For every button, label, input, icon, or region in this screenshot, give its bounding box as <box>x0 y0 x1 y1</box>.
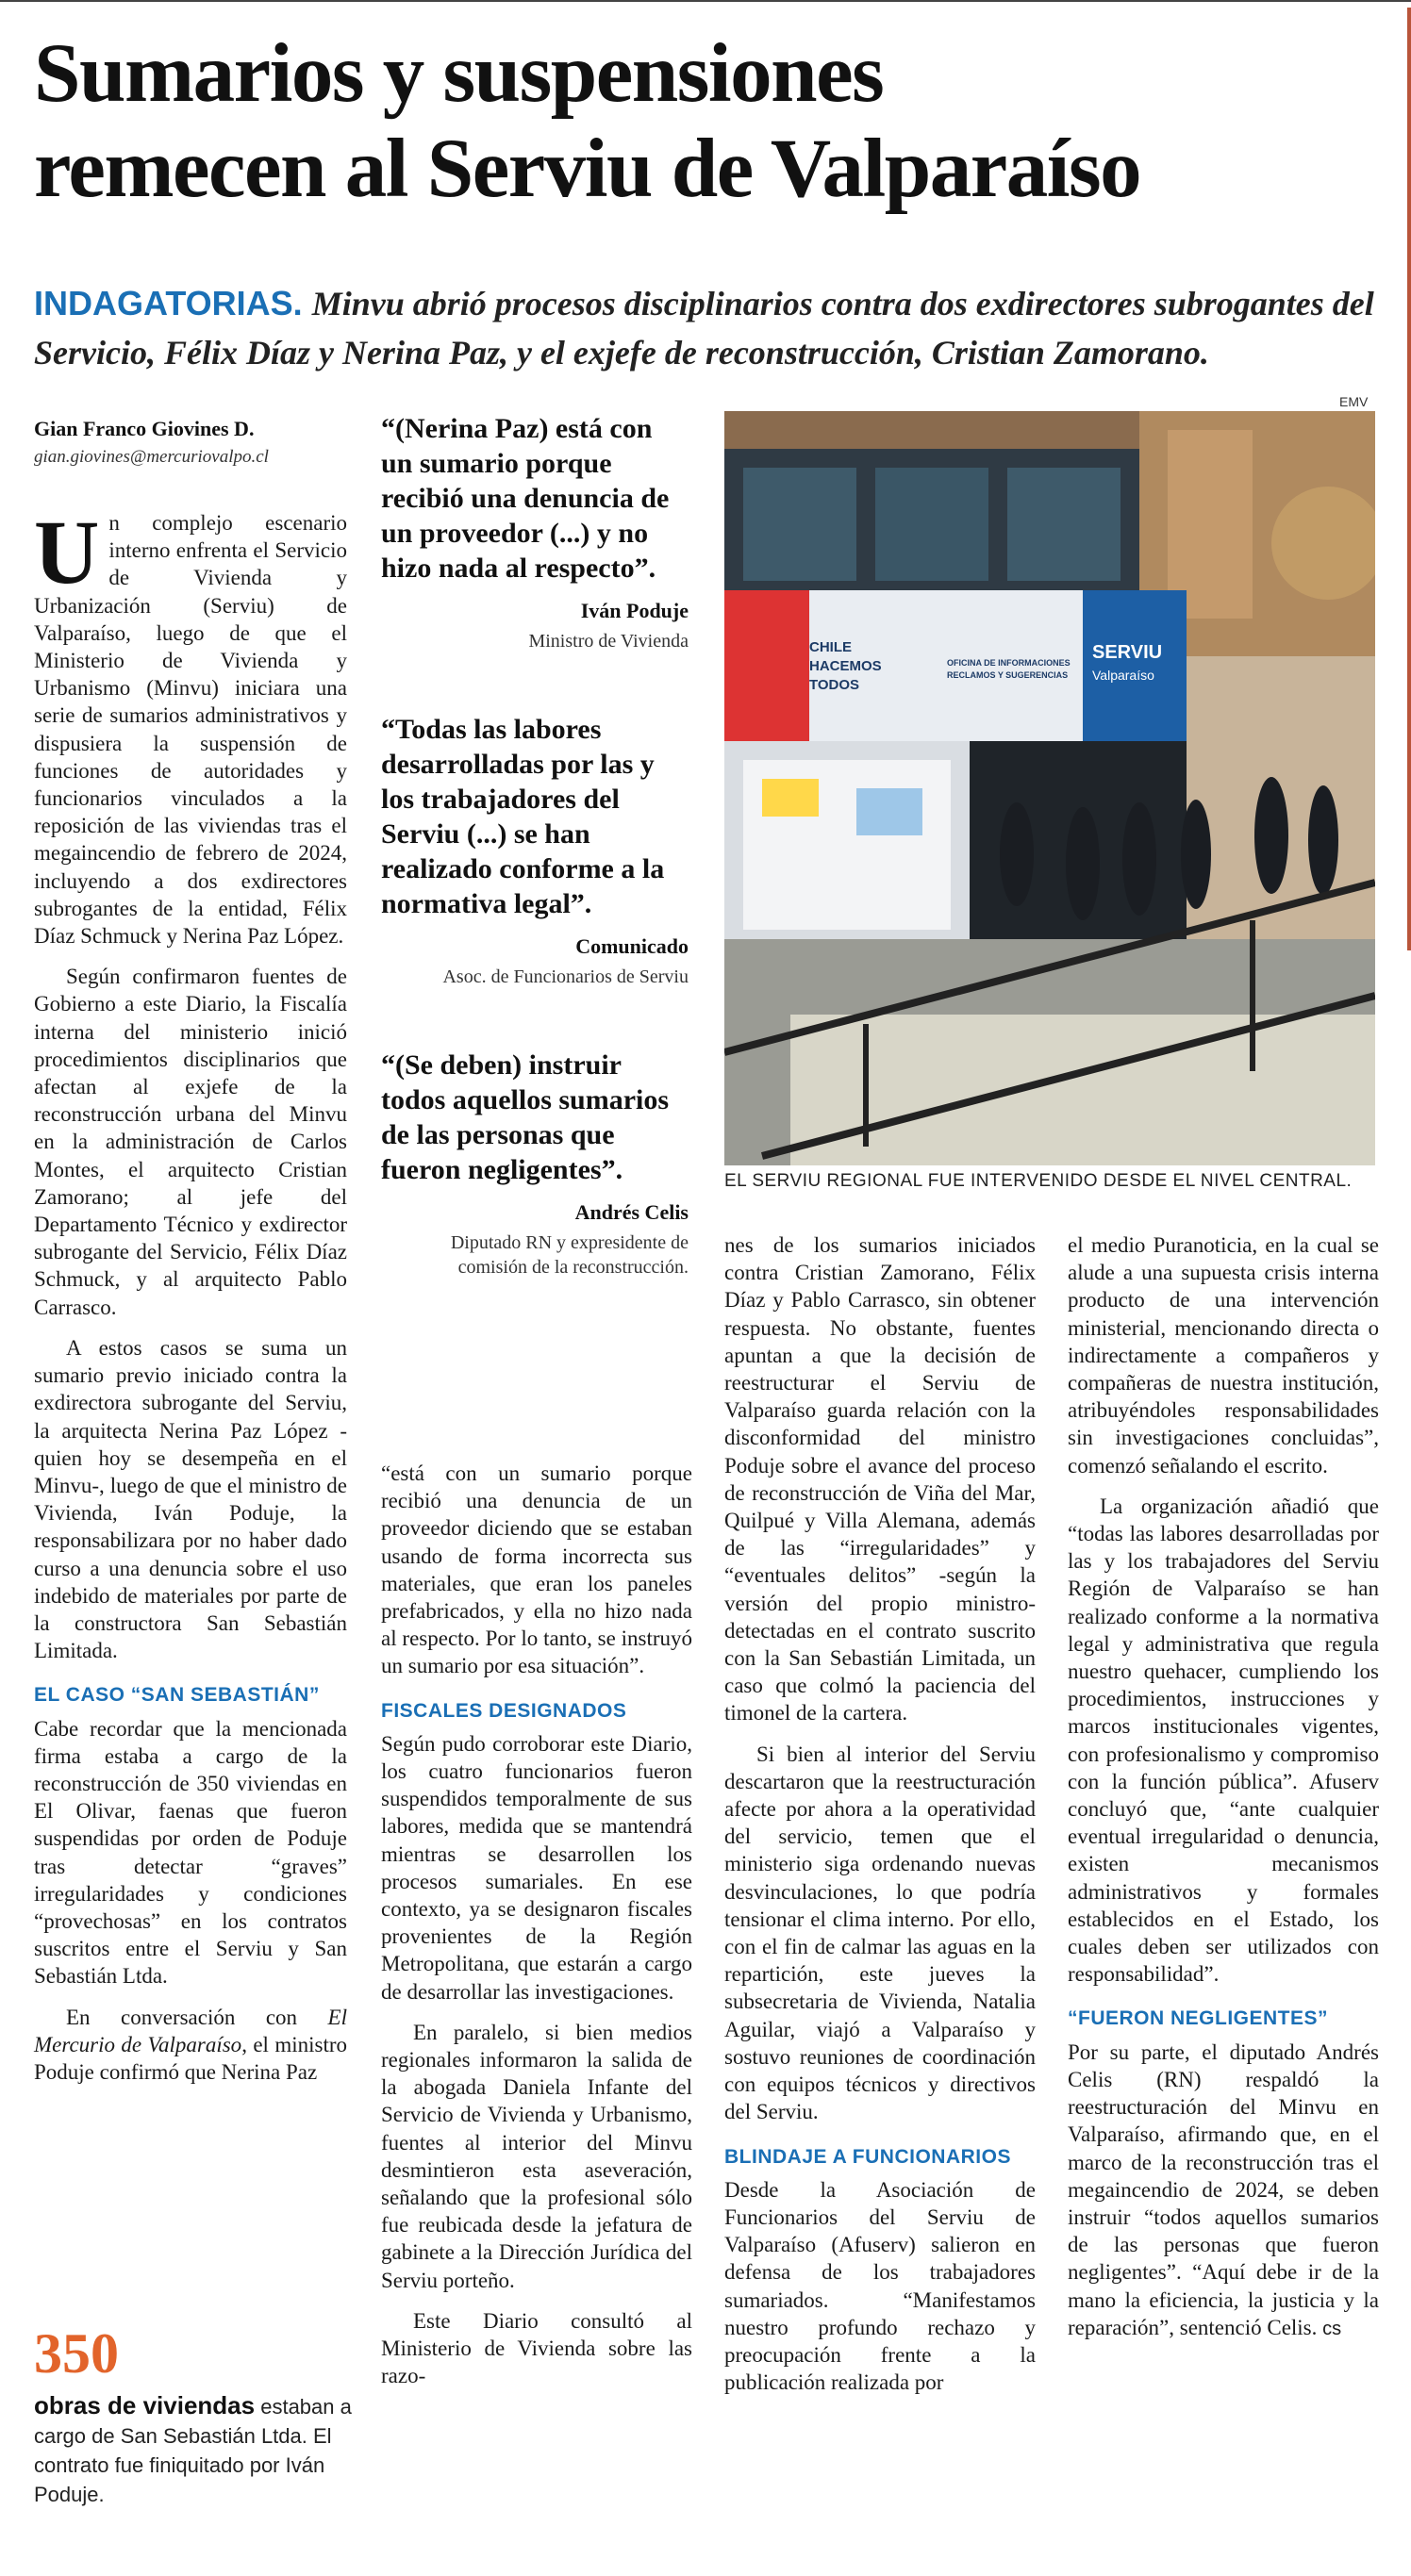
paragraph: Si bien al interior del Serviu descartaron que la reestructuración afecte por ahora a la operatividad del servicio, temen que el ministerio siga ordenando nuevas desvinculaciones, lo que podría tensionar el clima interno. Por ello, con el fin de calmar las aguas en la repartición, este jueves la subsecretaria de Vivienda, Natalia Aguilar, viajó a Valparaíso y sostuvo reuniones de coordinación con equipos técnicos y directivos del Serviu. <box>724 1742 1036 2124</box>
headline-line-1: Sumarios y suspensiones <box>34 27 884 120</box>
quote-text: “(Nerina Paz) está con un sumario porque recibió una denuncia de un proveedor (...) y no hizo nada al respecto”. <box>381 413 670 584</box>
drop-cap: U <box>34 502 100 603</box>
paragraph: En paralelo, si bien medios regionales informaron la salida de la abogada Daniela Infante del Servicio de Vivienda y Urbanismo, fuentes al interior del Minvu desmintieron esta aseveración, señalando que la profesional sólo fue reubicada desde la jefatura de gabinete a la Dirección Jurídica del Serviu porteño. <box>381 2020 692 2292</box>
serviu-photo <box>724 411 1375 1165</box>
paragraph: Según pudo corroborar este Diario, los cuatro funcionarios fueron suspendidos temporalmente de sus labores, medida que se mantendrá mientras se desarrollen los procesos sumariales. En ese contexto, ya se designaron fiscales provenientes de la Región Metropolitana, que estarán a cargo de desarrollar las investigaciones. <box>381 1731 692 2004</box>
quote-role: Ministro de Vivienda <box>528 631 689 652</box>
paragraph: Por su parte, el diputado Andrés Celis (RN) respaldó la reestructuración del Minvu en Valparaíso, afirmando que, en el marco de la reconstrucción tras el megaincendio de 2024, se deben instruir “todos aquellos sumarios de las personas que fueron negligentes”. “Aquí debe ir de la mano la eficiencia, la justicia y la reparación”, sentenció Celis. cs <box>1068 2039 1379 2339</box>
quote-text: “(Se deben) instruir todos aquellos sumarios de las personas que fueron negligentes”. <box>381 1049 670 1185</box>
photo-credit: EMV <box>1339 394 1369 409</box>
svg-text:RECLAMOS Y SUGERENCIAS: RECLAMOS Y SUGERENCIAS <box>947 670 1069 680</box>
stat-number: 350 <box>34 2322 119 2385</box>
end-mark: cs <box>1322 2318 1342 2339</box>
subhead-fiscales: FISCALES DESIGNADOS <box>381 1699 627 1722</box>
paragraph: A estos casos se suma un sumario previo iniciado contra la exdirectora subrogante del Serviu, la arquitecta Nerina Paz López -quien hoy se desempeña en el Minvu-, luego de que el ministro de Vivienda, Iván Poduje, la responsabilizara por no haber dado curso a una denuncia sobre el uso indebido de materiales por parte de la constructora San Sebastián Limitada. <box>34 1335 347 1663</box>
paragraph: En conversación con El Mercurio de Valparaíso, el ministro Poduje confirmó que Nerina Paz <box>34 2005 347 2084</box>
paragraph: Según confirmaron fuentes de Gobierno a este Diario, la Fiscalía interna del ministerio inició procedimientos disciplinarios que afectan al exjefe de la reconstrucción urbana del Minvu en la administración de Carlos Montes, el arquitecto Cristian Zamorano; al jefe del Departamento Técnico y exdirector subrogante del Servicio, Félix Díaz Schmuck, y al arquitecto Pablo Carrasco. <box>34 965 347 1319</box>
paragraph: nes de los sumarios iniciados contra Cristian Zamorano, Félix Díaz y Pablo Carrasco, sin obtener respuesta. No obstante, fuentes apuntan a que la decisión de reestructurar el Serviu de Valparaíso guarda relación con la disconformidad del ministro Poduje sobre el avance del proceso de reconstrucción de Viña del Mar, Quilpué y Villa Alemana, además de las “irregularidades” y “eventuales delitos” -según la versión del propio ministro- detectadas en el contrato suscrito con la San Sebastián Limitada, un caso que colmó la paciencia del timonel de la cartera. <box>724 1233 1036 1726</box>
pull-quotes <box>381 411 689 1280</box>
pull-quote <box>381 1048 689 1280</box>
quote-role: Diputado RN y expresidente de comisión de la reconstrucción. <box>450 1232 689 1278</box>
pull-quote <box>381 712 689 989</box>
author-email[interactable]: gian.giovines@mercuriovalpo.cl <box>34 447 269 467</box>
lead-paragraph: Un complejo escenario interno enfrenta el Servicio de Vivienda y Urbanización (Serviu) de Valparaíso, luego de que el Ministerio de Vivienda y Urbanismo (Minvu) iniciara una serie de sumarios administrativos y dispusiera la suspensión de funciones de autoridades y funcionarios vinculados a la reposición de las viviendas tras el megaincendio de febrero de 2024, incluyendo a dos exdirectores subrogantes de la entidad, Félix Díaz Schmuck y Nerina Paz López. <box>34 502 347 949</box>
deck-kicker: INDAGATORIAS. <box>34 284 303 322</box>
paragraph: Este Diario consultó al Ministerio de Vivienda sobre las razo- <box>381 2308 692 2388</box>
headline-line-2: remecen al Serviu de Valparaíso <box>34 123 1141 215</box>
paragraph: “está con un sumario porque recibió una denuncia de un proveedor diciendo que se estaban usando de forma incorrecta sus materiales, que eran los paneles prefabricados, y ella no hizo nada al respecto. Por lo tanto, se instruyó un sumario por esa situación”. <box>381 1461 692 1678</box>
paragraph: Desde la Asociación de Funcionarios del Serviu de Valparaíso (Afuserv) salieron en defensa de los trabajadores sumariados. “Manifestamos nuestro profundo rechazo y preocupación frente a la publicación realizada por <box>724 2177 1036 2395</box>
column-4 <box>1068 1231 1379 2356</box>
pull-quote <box>381 411 689 653</box>
paragraph: La organización añadió que “todas las labores desarrolladas por las y los trabajadores del Serviu Región de Valparaíso se han realizado conforme a la normativa legal y administrativa que regula nuestro quehacer, cumpliendo los procedimientos, instrucciones y marcos institucionales vigentes, con profesionalismo y compromiso con la función pública”. Afuserv concluyó que, “ante cualquier eventual irregularidad o denuncia, existen mecanismos administrativos y formales establecidos en el Estado, los cuales deben ser utilizados con responsabilidad”. <box>1068 1494 1379 1987</box>
quote-role: Asoc. de Funcionarios de Serviu <box>442 966 689 987</box>
stat-text: obras de viviendas estaban a cargo de San Sebastián Ltda. El contrato fue finiquitado por Iván Poduje. <box>34 2391 352 2506</box>
paragraph: el medio Puranoticia, en la cual se alude a una supuesta crisis interna producto de una intervención ministerial, mencionando directa o indirectamente a compañeros y compañeras de nuestra institución, atribuyéndoles responsabilidades sin investigaciones concluidas”, comenzó señalando el escrito. <box>1068 1233 1379 1478</box>
byline <box>34 417 345 468</box>
quote-author: Andrés Celis <box>574 1200 689 1224</box>
headline <box>34 26 1392 217</box>
sign-serviu: SERVIU <box>1092 642 1163 663</box>
subhead-san-sebastian: EL CASO “SAN SEBASTIÁN” <box>34 1684 320 1707</box>
subhead-negligentes: “FUERON NEGLIGENTES” <box>1068 2007 1329 2030</box>
quote-author: Iván Poduje <box>580 599 689 622</box>
deck-text: Minvu abrió procesos disciplinarios contra dos exdirectores subrogantes del Servicio, Félix Díaz y Nerina Paz, y el exjefe de reconstrucción, Cristian Zamorano. <box>34 285 1374 372</box>
right-edge-bar <box>1407 8 1411 950</box>
top-rule <box>0 0 1411 2</box>
author-name: Gian Franco Giovines D. <box>34 417 255 440</box>
deck <box>34 279 1392 377</box>
subhead-blindaje: BLINDAJE A FUNCIONARIOS <box>724 2145 1011 2168</box>
photo-illustration <box>724 411 1375 1165</box>
column-1 <box>34 502 347 2099</box>
quote-author: Comunicado <box>575 934 689 958</box>
sign-oirs: OFICINA DE INFORMACIONES <box>947 658 1071 668</box>
sign-todos: TODOS <box>809 677 860 693</box>
paragraph: Cabe recordar que la mencionada firma estaba a cargo de la reconstrucción de 350 viviendas en El Olivar, faenas que fueron suspendidas por orden de Poduje tras detectar “graves” irregularidades y condiciones “provechosas” en los contratos suscritos entre el Serviu y San Sebastián Ltda. <box>34 1716 347 1989</box>
photo-caption: EL SERVIU REGIONAL FUE INTERVENIDO DESDE EL NIVEL CENTRAL. <box>724 1171 1353 1191</box>
sign-valparaiso: Valparaíso <box>1092 668 1154 683</box>
stat-label: obras de viviendas <box>34 2391 256 2419</box>
column-2 <box>381 1460 692 2403</box>
column-3 <box>724 1231 1036 2409</box>
sign-hacemos: HACEMOS <box>809 658 882 674</box>
quote-text: “Todas las labores desarrolladas por las y los trabajadores del Serviu (...) se han realizado conforme a la normativa legal”. <box>381 714 665 919</box>
sign-chile: CHILE <box>809 639 852 655</box>
